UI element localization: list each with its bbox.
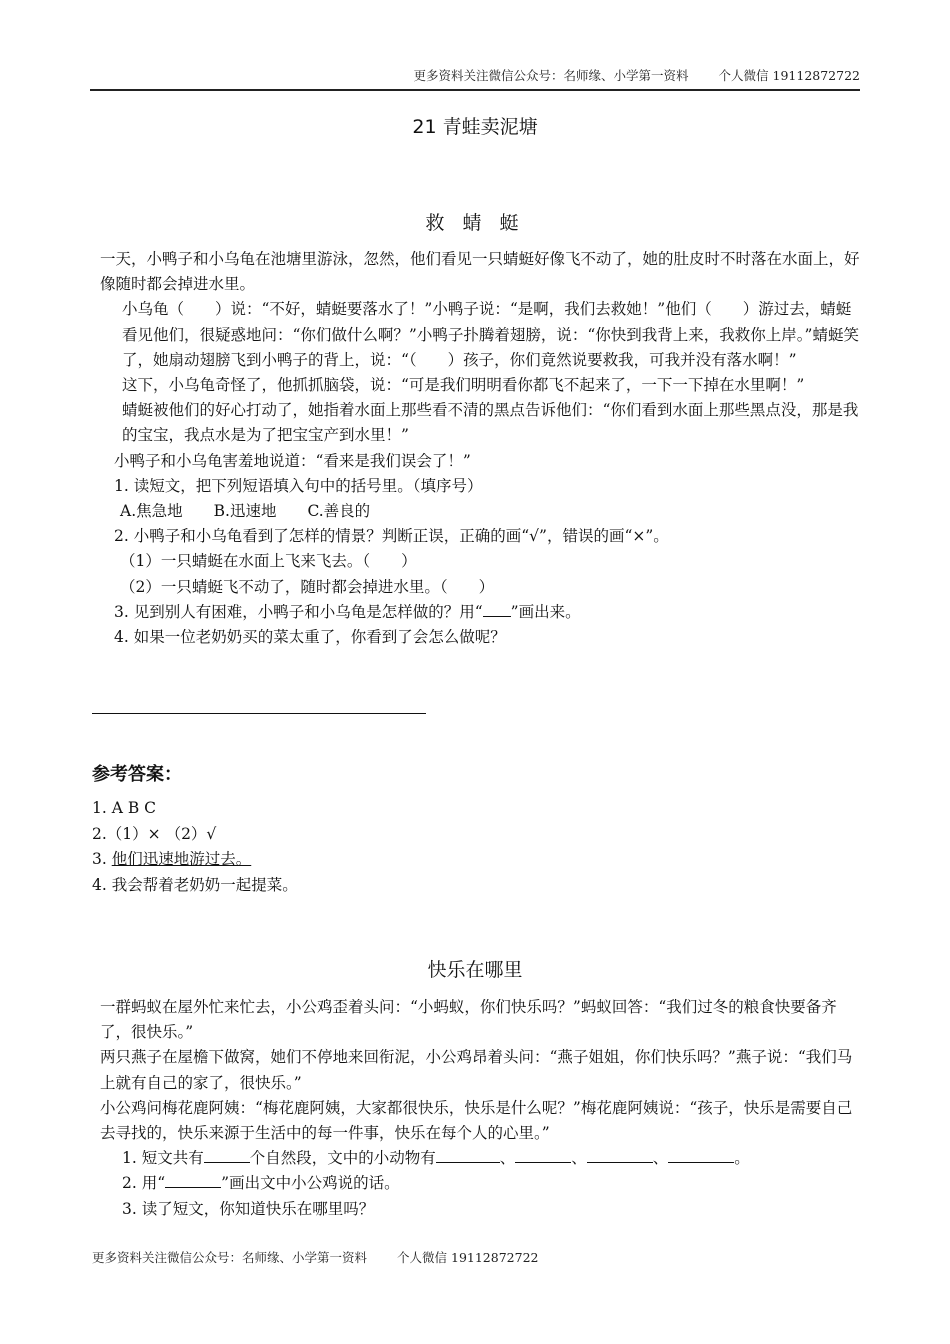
paragraph-count-blank[interactable] — [204, 1147, 250, 1163]
document-title: 21 青蛙卖泥塘 — [412, 116, 538, 138]
question-2-item-2: （2）一只蜻蜓飞不动了，随时都会掉进水里。（ ） — [120, 577, 495, 596]
question-2: 2. 小鸭子和小乌龟看到了怎样的情景？判断正误，正确的画“√”，错误的画“×”。 — [114, 527, 669, 546]
story2-question-2: 2. 用“ ”画出文中小公鸡说的话。 — [122, 1174, 400, 1193]
answer-line[interactable] — [92, 713, 426, 714]
animal-blank[interactable] — [436, 1147, 500, 1163]
header-contact-text: 个人微信 19112872722 — [718, 68, 860, 83]
answer-blank[interactable] — [483, 601, 511, 617]
question-1-options: A.焦急地 B.迅速地 C.善良的 — [120, 502, 371, 521]
story2-title: 快乐在哪里 — [427, 959, 523, 981]
animal-blank[interactable] — [515, 1147, 571, 1163]
footer-contact-text: 个人微信 19112872722 — [397, 1250, 539, 1265]
question-3: 3. 见到别人有困难，小鸭子和小乌龟是怎样做的？用“ ”画出来。 — [114, 602, 581, 621]
mark-symbol-blank[interactable] — [165, 1172, 221, 1188]
page-header — [90, 66, 860, 91]
question-2-item-1: （1）一只蜻蜓在水面上飞来飞去。（ ） — [120, 552, 417, 571]
story1-paragraph: 一天，小鸭子和小乌龟在池塘里游泳，忽然，他们看见一只蜻蜓好像飞不动了，她的肚皮时不时落在水面上，好像随时都会掉进水里。 — [100, 250, 860, 294]
answers-title: 参考答案： — [92, 764, 182, 785]
question-4: 4. 如果一位老奶奶买的菜太重了，你看到了会怎么做呢？ — [114, 628, 506, 647]
question-1: 1. 读短文，把下列短语填入句中的括号里。（填序号） — [114, 476, 483, 495]
story2-paragraph: 一群蚂蚁在屋外忙来忙去，小公鸡歪着头问：“小蚂蚁，你们快乐吗？”蚂蚁回答：“我们过冬的粮食快要备齐了，很快乐。” — [100, 998, 837, 1042]
story2-paragraph: 小公鸡问梅花鹿阿姨：“梅花鹿阿姨，大家都很快乐，快乐是什么呢？”梅花鹿阿姨说：“孩子，快乐是需要自己去寻找的，快乐来源于生活中的每一件事，快乐在每个人的心里。” — [100, 1098, 853, 1143]
answer-2: 2.（1）× （2）√ — [92, 824, 217, 843]
story2-body — [92, 995, 860, 1222]
answer-3: 3. 他们迅速地游过去。 — [92, 850, 252, 868]
animal-blank[interactable] — [668, 1147, 734, 1163]
answer-1: 1. A B C — [92, 799, 157, 817]
story2-question-1: 1. 短文共有 个自然段，文中的小动物有 、 、 、 。 — [122, 1149, 750, 1168]
header-source-text: 更多资料关注微信公众号：名师缘、小学第一资料 — [413, 68, 689, 83]
story1-paragraph: 蜻蜓被他们的好心打动了，她指着水面上那些看不清的黑点告诉他们：“你们看到水面上那些黑点没，那是我的宝宝，我点水是为了把宝宝产到水里！” — [122, 401, 859, 445]
story1-title: 救 蜻 蜓 — [425, 212, 525, 234]
page-footer — [92, 1248, 538, 1266]
animal-blank[interactable] — [587, 1147, 653, 1163]
story1-body — [92, 247, 860, 650]
story2-paragraph: 两只燕子在屋檐下做窝，她们不停地来回衔泥，小公鸡昂着头问：“燕子姐姐，你们快乐吗？”燕子说：“我们马上就有自己的家了，很快乐。” — [100, 1048, 853, 1092]
story1-paragraph: 小鸭子和小乌龟害羞地说道：“看来是我们误会了！” — [114, 451, 471, 470]
footer-source-text: 更多资料关注微信公众号：名师缘、小学第一资料 — [92, 1250, 368, 1265]
story1-paragraph: 这下，小乌龟奇怪了，他抓抓脑袋，说：“可是我们明明看你都飞不起来了，一下一下掉在水里啊！” — [122, 376, 805, 395]
story2-question-3: 3. 读了短文，你知道快乐在哪里吗？ — [122, 1199, 375, 1218]
answer-4: 4. 我会帮着老奶奶一起提菜。 — [92, 875, 298, 894]
story1-paragraph: 小乌龟（ ）说：“不好，蜻蜓要落水了！”小鸭子说：“是啊，我们去救她！”他们（ ）游过去，蜻蜓看见他们，很疑惑地问：“你们做什么啊？”小鸭子扑腾着翅膀，说：“你快到我背上来，我救你上岸。”蜻蜓笑了，她扇动翅膀飞到小鸭子的背上，说：“（ ）孩子，你们竟然说要救我，可我并没有落水啊！” — [122, 300, 859, 369]
answers-body — [92, 796, 860, 898]
